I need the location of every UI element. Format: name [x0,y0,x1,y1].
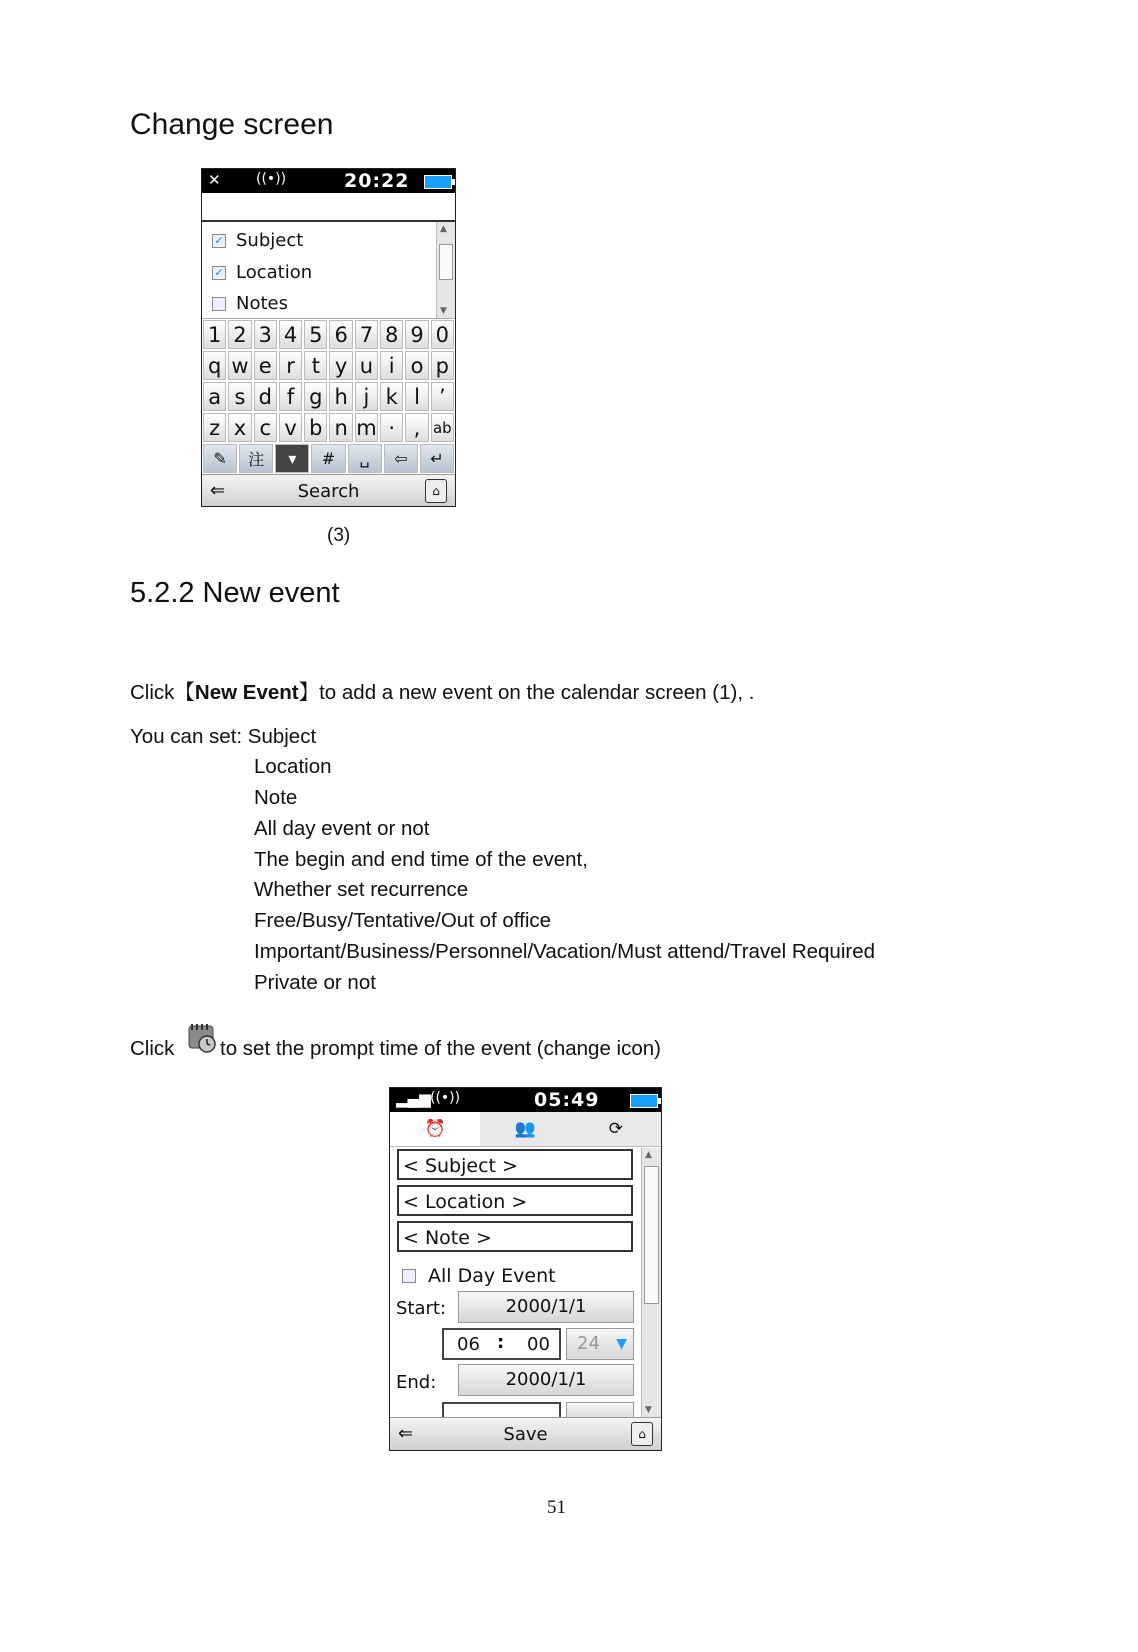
checkbox-icon: ✓ [212,234,226,248]
reminder-alarm-icon [188,1023,218,1053]
end-label: End: [396,1372,437,1393]
add-contact-icon: 👥 [514,1119,537,1139]
key[interactable]: 3 [254,320,277,349]
reminder-alarm-icon: ⏰ [424,1119,446,1139]
key[interactable]: 5 [304,320,327,349]
ime-icon[interactable]: 注 [239,444,273,473]
key[interactable]: l [405,382,428,411]
back-icon[interactable]: ⇐ [210,480,226,501]
start-time-picker[interactable] [442,1328,561,1360]
settable-item: Private or not [254,971,376,994]
keyboard-row-qwerty [202,350,455,381]
key[interactable]: o [405,351,428,380]
key[interactable]: z [203,413,226,442]
key[interactable]: u [355,351,378,380]
softkey-bar [390,1417,661,1450]
click-label: Click [130,1037,175,1060]
start-hour[interactable]: 06 [457,1334,480,1355]
end-date-button[interactable]: 2000/1/1 [458,1364,634,1396]
key[interactable]: y [329,351,352,380]
settable-item: All day event or not [254,817,430,840]
settable-item: Whether set recurrence [254,878,469,901]
all-day-label: All Day Event [428,1265,556,1287]
keyboard-row-asdf [202,381,455,412]
search-field-list [202,222,455,319]
key[interactable]: e [254,351,277,380]
bracket-close: 】 [298,681,320,704]
intro-paragraph [130,683,754,703]
key[interactable]: n [329,413,352,442]
status-time: 05:49 [534,1089,600,1111]
key[interactable]: p [431,351,454,380]
time-separator: : [497,1332,505,1353]
save-softkey[interactable]: Save [503,1424,548,1445]
antenna-icon: ((•)) [256,171,287,187]
key[interactable]: 8 [380,320,403,349]
status-bar [390,1088,661,1112]
settable-item: Note [254,786,298,809]
key[interactable]: b [304,413,327,442]
start-date-button[interactable]: 2000/1/1 [458,1291,634,1323]
softkey-bar [202,474,455,507]
backspace-icon[interactable]: ⇦ [384,444,418,473]
battery-icon [424,175,452,189]
search-input[interactable] [202,193,455,222]
intro-click: Click [130,681,175,704]
event-form [390,1146,661,1417]
bracket-open: 【 [174,681,195,704]
back-icon[interactable]: ⇐ [398,1423,414,1444]
key[interactable]: t [304,351,327,380]
checkbox-icon [212,297,226,311]
all-day-checkbox[interactable] [402,1265,556,1287]
keyboard [202,319,455,474]
key[interactable]: k [380,382,403,411]
no-signal-icon: ✕ [208,171,221,189]
subject-field[interactable]: < Subject > [397,1149,633,1180]
signal-strength-icon: ▂▄▆ [396,1090,431,1108]
key[interactable]: x [228,413,251,442]
phone-screenshot-new-event [389,1087,662,1451]
key[interactable]: j [355,382,378,411]
checkbox-label: Location [236,262,313,283]
scroll-down-icon[interactable]: ▼ [645,1405,652,1415]
figure-caption: (3) [327,525,351,546]
key[interactable]: 7 [355,320,378,349]
hide-keyboard-icon[interactable]: ▾ [275,444,309,473]
page-number: 51 [547,1497,566,1518]
key[interactable]: s [228,382,251,411]
scroll-thumb[interactable] [644,1166,659,1304]
key[interactable]: m [355,413,378,442]
tab-reminder[interactable] [390,1112,480,1146]
location-field[interactable]: < Location > [397,1185,633,1216]
key[interactable]: a [203,382,226,411]
checkbox-label: Notes [236,293,288,314]
key[interactable]: w [228,351,251,380]
status-bar [202,169,455,193]
section-heading: 5.2.2 New event [130,577,340,609]
start-minute[interactable]: 00 [527,1334,550,1355]
home-icon[interactable]: ⌂ [631,1422,653,1446]
antenna-icon: ((•)) [430,1090,461,1106]
scroll-thumb[interactable] [439,244,453,280]
settable-item: Important/Business/Personnel/Vacation/Must attend/Travel Required [254,940,876,963]
search-softkey[interactable]: Search [297,481,360,502]
keyboard-row-function [202,443,455,474]
key[interactable]: 2 [228,320,251,349]
key[interactable]: 0 [431,320,454,349]
tab-attendees[interactable] [480,1112,570,1146]
key[interactable]: c [254,413,277,442]
start-label: Start: [396,1298,447,1319]
key[interactable]: , [405,413,428,442]
space-icon[interactable]: ␣ [348,444,382,473]
scroll-down-icon[interactable]: ▼ [440,306,447,316]
tab-recurrence[interactable] [571,1112,661,1146]
click-icon-description: to set the prompt time of the event (change icon) [220,1037,661,1060]
key[interactable]: d [254,382,277,411]
keyboard-row-zxcv [202,412,455,443]
key[interactable]: f [279,382,302,411]
key[interactable]: r [279,351,302,380]
key[interactable]: 4 [279,320,302,349]
settable-item: Free/Busy/Tentative/Out of office [254,909,552,932]
checkbox-location[interactable] [212,262,312,283]
home-icon[interactable]: ⌂ [425,479,447,503]
phone-screenshot-search [201,168,456,507]
clock-format-value: 24 [577,1333,600,1354]
battery-icon [630,1094,658,1108]
key[interactable]: ab [431,413,454,442]
scroll-up-icon[interactable]: ▲ [645,1150,652,1160]
scroll-up-icon[interactable]: ▲ [440,224,447,234]
keyboard-row-digits [202,319,455,350]
checkbox-icon: ✓ [212,266,226,280]
you-can-set-label: You can set: Subject [130,725,317,748]
key[interactable]: q [203,351,226,380]
intro-rest: to add a new event on the calendar screen (1), . [319,681,755,704]
key[interactable]: 6 [329,320,352,349]
symbols-icon[interactable]: # [311,444,345,473]
recurrence-icon: ⟳ [608,1119,623,1139]
event-tabs [390,1112,661,1147]
key[interactable]: ’ [431,382,454,411]
heading-change-screen: Change screen [130,108,334,141]
note-field[interactable]: < Note > [397,1221,633,1252]
checkbox-icon [402,1269,416,1283]
key[interactable]: g [304,382,327,411]
checkbox-label: Subject [236,230,304,251]
scrollbar[interactable] [641,1148,661,1417]
key[interactable]: h [329,382,352,411]
checkbox-subject[interactable] [212,230,303,251]
new-event-term: New Event [194,681,299,704]
key[interactable]: · [380,413,403,442]
status-time: 20:22 [344,170,410,192]
chevron-down-icon: ▼ [616,1336,627,1352]
key[interactable]: v [279,413,302,442]
scrollbar[interactable] [436,222,455,318]
pen-icon[interactable]: ✎ [203,444,237,473]
settable-item: Location [254,755,332,778]
key[interactable]: 1 [203,320,226,349]
checkbox-notes[interactable] [212,293,288,314]
key[interactable]: i [380,351,403,380]
settable-item: The begin and end time of the event, [254,848,588,871]
clock-format-dropdown[interactable] [566,1328,634,1360]
enter-icon[interactable]: ↵ [420,444,454,473]
key[interactable]: 9 [405,320,428,349]
